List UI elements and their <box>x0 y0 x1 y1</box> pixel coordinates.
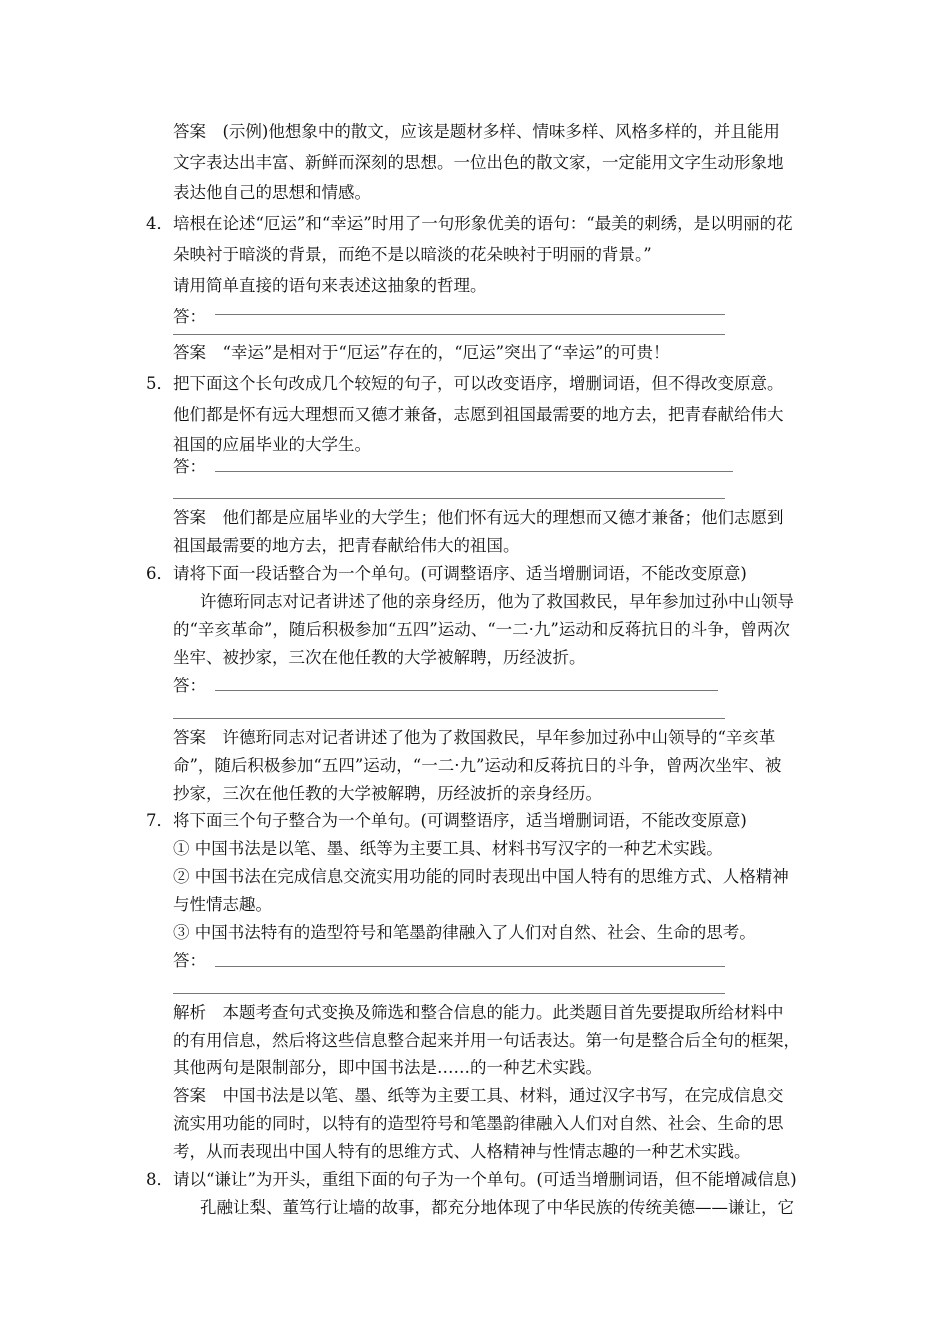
q4-answer: 答案 “幸运”是相对于“厄运”存在的，“厄运”突出了“幸运”的可贵！ <box>173 343 670 362</box>
question-4-line-2: 朵映衬于暗淡的背景，而绝不是以暗淡的花朵映衬于明丽的背景。” <box>173 245 652 264</box>
answer-underline <box>215 966 725 967</box>
question-5-line-2: 他们都是怀有远大理想而又德才兼备，志愿到祖国最需要的地方去，把青春献给伟大 <box>173 405 784 424</box>
q3-answer-line-2: 文字表达出丰富、新鲜而深刻的思想。一位出色的散文家，一定能用文字生动形象地 <box>173 153 784 172</box>
answer-underline <box>173 498 725 499</box>
question-6-passage-line-2: 的“辛亥革命”，随后积极参加“五四”运动、“一二·九”运动和反蒋抗日的斗争，曾两次 <box>173 620 790 639</box>
question-8-title: 8．请以“谦让”为开头，重组下面的句子为一个单句。(可适当增删词语，但不能增减信息) <box>146 1170 797 1189</box>
question-7-title: 7．将下面三个句子整合为一个单句。(可调整语序，适当增删词语，不能改变原意) <box>146 811 747 830</box>
question-4-title: 4．培根在论述“厄运”和“幸运”时用了一句形象优美的语句：“最美的刺绣，是以明丽的花 <box>146 214 793 233</box>
answer-underline <box>215 314 725 315</box>
q5-answer-line-2: 祖国最需要的地方去，把青春献给伟大的祖国。 <box>173 536 520 555</box>
question-7-item-2-cont: 与性情志趣。 <box>173 895 272 914</box>
question-6-passage-line-3: 坐牢、被抄家，三次在他任教的大学被解聘，历经波折。 <box>173 648 586 667</box>
q7-analysis-line-1: 解析 本题考查句式变换及筛选和整合信息的能力。此类题目首先要提取所给材料中 <box>173 1003 784 1022</box>
q6-answer-line-1: 答案 许德珩同志对记者讲述了他为了救国救民，早年参加过孙中山领导的“辛亥革 <box>173 728 776 747</box>
q6-answer-line-3: 抄家，三次在他任教的大学被解聘，历经波折的亲身经历。 <box>173 784 602 803</box>
q7-answer-line-2: 流实用功能的同时，以特有的造型符号和笔墨韵律融入人们对自然、社会、生命的思 <box>173 1114 784 1133</box>
q5-answer-line-1: 答案 他们都是应届毕业的大学生；他们怀有远大的理想而又德才兼备；他们志愿到 <box>173 508 784 527</box>
question-7-item-3: ③ 中国书法特有的造型符号和笔墨韵律融入了人们对自然、社会、生命的思考。 <box>173 923 756 942</box>
q6-answer-line-2: 命”，随后积极参加“五四”运动，“一二·九”运动和反蒋抗日的斗争，曾两次坐牢、被 <box>173 756 782 775</box>
question-6-passage-line-1: 许德珩同志对记者讲述了他的亲身经历，他为了救国救民，早年参加过孙中山领导 <box>200 592 794 611</box>
question-4-prompt: 请用简单直接的语句来表述这抽象的哲理。 <box>173 276 487 295</box>
q7-analysis-line-3: 其他两句是限制部分，即中国书法是……的一种艺术实践。 <box>173 1058 602 1077</box>
q3-answer-line-3: 表达他自己的思想和情感。 <box>173 183 371 202</box>
question-7-item-2: ② 中国书法在完成信息交流实用功能的同时表现出中国人特有的思维方式、人格精神 <box>173 867 789 886</box>
question-6-title: 6．请将下面一段话整合为一个单句。(可调整语序、适当增删词语，不能改变原意) <box>146 564 747 583</box>
answer-underline <box>173 993 725 994</box>
answer-underline <box>215 471 733 472</box>
q7-answer-line-3: 考，从而表现出中国人特有的思维方式、人格精神与性情志趣的一种艺术实践。 <box>173 1142 751 1161</box>
question-8-passage-line-1: 孔融让梨、董笃行让墙的故事，都充分地体现了中华民族的传统美德——谦让，它 <box>200 1198 794 1217</box>
q3-answer-line-1: 答案 (示例)他想象中的散文，应该是题材多样、情味多样、风格多样的，并且能用 <box>173 122 780 141</box>
q7-answer-line-1: 答案 中国书法是以笔、墨、纸等为主要工具、材料，通过汉字书写，在完成信息交 <box>173 1086 784 1105</box>
question-7-item-1: ① 中国书法是以笔、墨、纸等为主要工具、材料书写汉字的一种艺术实践。 <box>173 839 723 858</box>
answer-label: 答： <box>173 457 206 476</box>
question-5-line-3: 祖国的应届毕业的大学生。 <box>173 435 371 454</box>
answer-label: 答： <box>173 676 206 695</box>
answer-label: 答： <box>173 307 206 326</box>
question-5-title: 5．把下面这个长句改成几个较短的句子，可以改变语序，增删词语，但不得改变原意。 <box>146 374 784 393</box>
q7-analysis-line-2: 的有用信息，然后将这些信息整合起来并用一句话表达。第一句是整合后全句的框架， <box>173 1031 800 1050</box>
answer-underline <box>173 334 725 335</box>
answer-underline <box>215 690 718 691</box>
answer-label: 答： <box>173 951 206 970</box>
answer-underline <box>173 718 725 719</box>
